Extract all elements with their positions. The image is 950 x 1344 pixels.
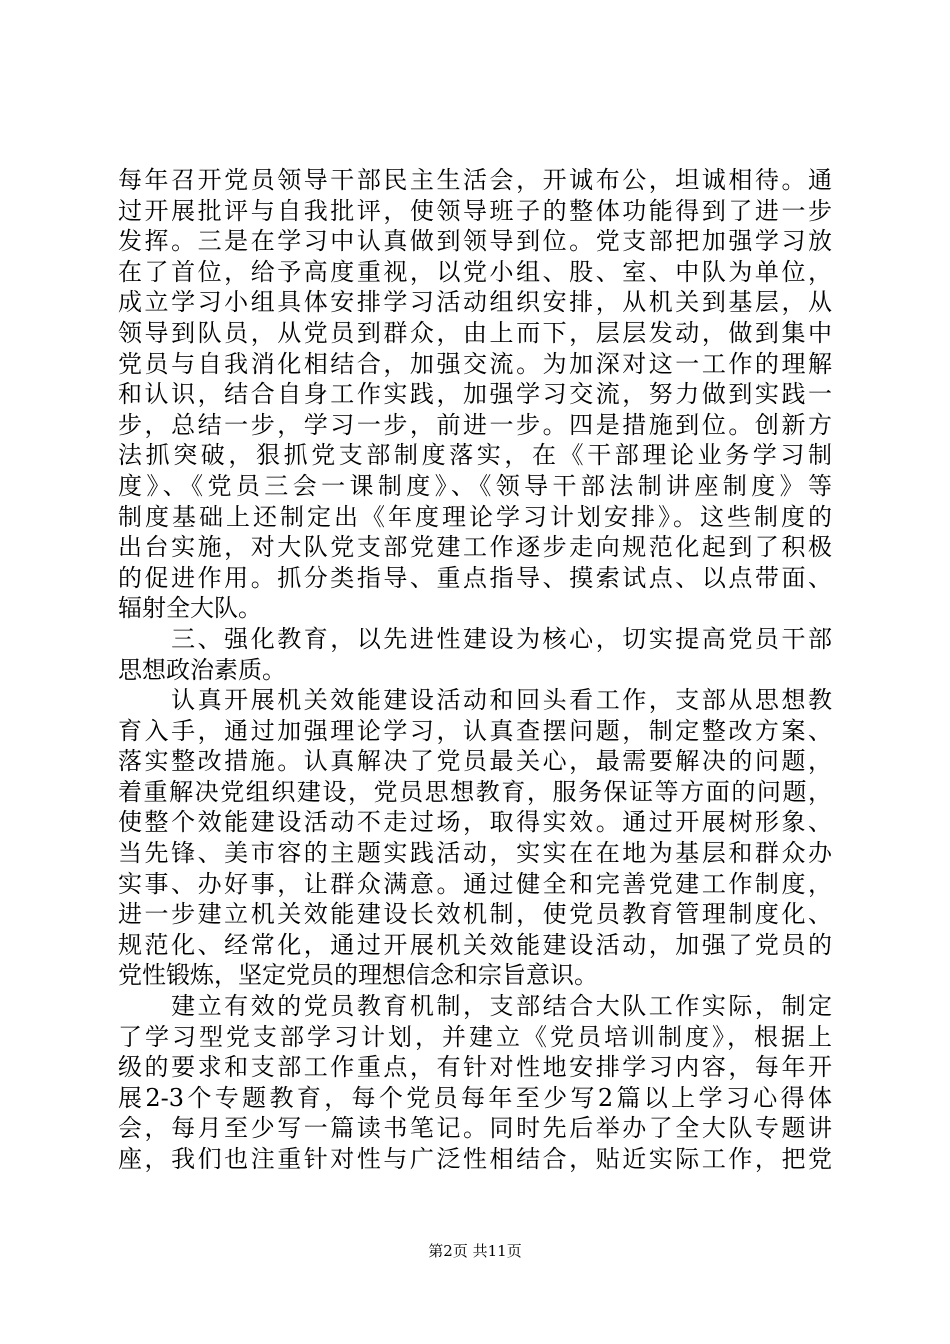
text-line: 出台实施，对大队党支部党建工作逐步走向规范化起到了积极 bbox=[118, 533, 832, 562]
text-line: 着重解决党组织建设，党员思想教育，服务保证等方面的问题， bbox=[118, 777, 832, 806]
document-body bbox=[118, 165, 832, 1175]
text-line: 级的要求和支部工作重点，有针对性地安排学习内容，每年开 bbox=[118, 1053, 832, 1082]
text-line: 度》、《党员三会一课制度》、《领导干部法制讲座制度》等 bbox=[118, 471, 832, 500]
text-line: 和认识，结合自身工作实践，加强学习交流，努力做到实践一 bbox=[118, 380, 832, 409]
text-line: 辐射全大队。 bbox=[118, 594, 262, 623]
text-line: 会，每月至少写一篇读书笔记。同时先后举办了全大队专题讲 bbox=[118, 1114, 832, 1143]
text-line: 成立学习小组具体安排学习活动组织安排，从机关到基层，从 bbox=[118, 288, 832, 317]
text-line: 在了首位，给予高度重视，以党小组、股、室、中队为单位， bbox=[118, 257, 832, 286]
text-line: 了学习型党支部学习计划，并建立《党员培训制度》，根据上 bbox=[118, 1022, 832, 1051]
text-line: 领导到队员，从党员到群众，由上而下，层层发动，做到集中 bbox=[118, 318, 832, 347]
text-line: 进一步建立机关效能建设长效机制，使党员教育管理制度化、 bbox=[118, 900, 832, 929]
text-line: 法抓突破，狠抓党支部制度落实，在《干部理论业务学习制 bbox=[118, 441, 832, 470]
text-line: 使整个效能建设活动不走过场，取得实效。通过开展树形象、 bbox=[118, 808, 832, 837]
text-line: 实事、办好事，让群众满意。通过健全和完善党建工作制度， bbox=[118, 869, 832, 898]
text-line: 思想政治素质。 bbox=[118, 655, 286, 684]
page-footer: 第2页 共11页 bbox=[428, 1242, 522, 1260]
text-line: 每年召开党员领导干部民主生活会，开诚布公，坦诚相待。通 bbox=[118, 166, 832, 194]
text-line: 过开展批评与自我批评，使领导班子的整体功能得到了进一步 bbox=[118, 196, 832, 225]
text-line: 育入手，通过加强理论学习，认真查摆问题，制定整改方案、 bbox=[118, 716, 832, 745]
text-line: 认真开展机关效能建设活动和回头看工作，支部从思想教 bbox=[118, 686, 832, 715]
text-line: 三、强化教育，以先进性建设为核心，切实提高党员干部 bbox=[118, 624, 832, 653]
text-line: 展2-3个专题教育，每个党员每年至少写2篇以上学习心得体 bbox=[118, 1083, 832, 1112]
text-line: 党性锻炼，坚定党员的理想信念和宗旨意识。 bbox=[118, 961, 598, 990]
text-line: 发挥。三是在学习中认真做到领导到位。党支部把加强学习放 bbox=[118, 227, 832, 256]
text-line: 党员与自我消化相结合，加强交流。为加深对这一工作的理解 bbox=[118, 349, 832, 378]
text-line: 步，总结一步，学习一步，前进一步。四是措施到位。创新方 bbox=[118, 410, 832, 439]
text-line: 座，我们也注重针对性与广泛性相结合，贴近实际工作，把党 bbox=[118, 1145, 832, 1173]
text-line: 的促进作用。抓分类指导、重点指导、摸索试点、以点带面、 bbox=[118, 563, 832, 592]
text-line: 建立有效的党员教育机制，支部结合大队工作实际，制定 bbox=[118, 992, 832, 1021]
text-line: 制度基础上还制定出《年度理论学习计划安排》。这些制度的 bbox=[118, 502, 832, 531]
text-line: 规范化、经常化，通过开展机关效能建设活动，加强了党员的 bbox=[118, 930, 832, 959]
text-line: 当先锋、美市容的主题实践活动，实实在在地为基层和群众办 bbox=[118, 839, 832, 868]
text-line: 落实整改措施。认真解决了党员最关心，最需要解决的问题， bbox=[118, 747, 832, 776]
